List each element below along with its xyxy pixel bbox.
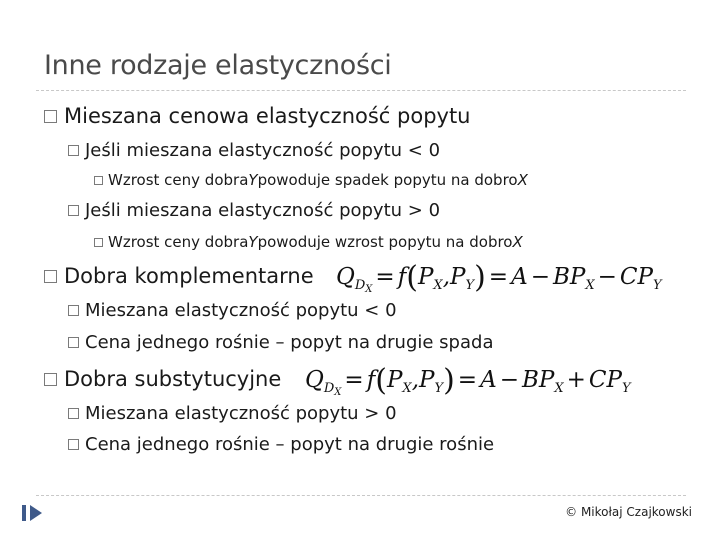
bullet-box-icon xyxy=(44,373,57,386)
copyright-footer: © Mikołaj Czajkowski xyxy=(565,505,692,519)
title-divider xyxy=(36,90,686,91)
heading-substitutes: Dobra substytucyjne xyxy=(64,367,282,391)
bullet-complements-elasticity xyxy=(68,300,397,321)
bullet-box-icon xyxy=(68,205,79,216)
variable-x: X xyxy=(517,171,528,189)
slide-title: Inne rodzaje elastyczności xyxy=(44,50,392,81)
bullet-case-positive xyxy=(68,200,440,221)
formula-substitutes: $Q_{D_X} = f(P_X,P_Y) = A - BP_X + CP_Y$ xyxy=(305,363,631,398)
bullet-case-positive-detail xyxy=(94,233,523,251)
bullet-box-icon xyxy=(68,439,79,450)
bullet-box-icon xyxy=(68,145,79,156)
substitutes-point-1: Mieszana elastyczność popytu > 0 xyxy=(85,403,397,424)
bullet-box-icon xyxy=(68,408,79,419)
bullet-complements-price xyxy=(68,332,493,353)
substitutes-point-2: Cena jednego rośnie – popyt na drugie rośnie xyxy=(85,434,495,455)
case-positive-text: Jeśli mieszana elastyczność popytu > 0 xyxy=(85,200,441,221)
bullet-substitutes-elasticity xyxy=(68,403,397,424)
formula-complements: $Q_{D_X} = f(P_X,P_Y) = A - BP_X - CP_Y$ xyxy=(336,260,662,295)
bullet-substitutes xyxy=(44,367,281,391)
bullet-mixed-elasticity xyxy=(44,104,471,128)
detail-text-mid: powoduje wzrost popytu na dobro xyxy=(257,233,513,251)
complements-point-1: Mieszana elastyczność popytu < 0 xyxy=(85,300,397,321)
complements-point-2: Cena jednego rośnie – popyt na drugie spada xyxy=(85,332,494,353)
detail-text-pre: Wzrost ceny dobra xyxy=(108,171,249,189)
bullet-box-icon xyxy=(68,337,79,348)
detail-text-pre: Wzrost ceny dobra xyxy=(108,233,249,251)
bullet-box-icon xyxy=(94,176,103,185)
bullet-box-icon xyxy=(94,238,103,247)
bullet-box-icon xyxy=(44,110,57,123)
case-negative-text: Jeśli mieszana elastyczność popytu < 0 xyxy=(85,140,441,161)
play-next-icon[interactable] xyxy=(30,505,42,521)
bullet-case-negative xyxy=(68,140,440,161)
bullet-complements xyxy=(44,264,314,288)
bullet-case-negative-detail xyxy=(94,171,528,189)
footer-divider xyxy=(36,495,686,496)
variable-x: X xyxy=(512,233,523,251)
bullet-box-icon xyxy=(44,270,57,283)
variable-y: Y xyxy=(248,171,258,189)
heading-mixed: Mieszana cenowa elastyczność popytu xyxy=(64,104,471,128)
heading-complements: Dobra komplementarne xyxy=(64,264,314,288)
detail-text-mid: powoduje spadek popytu na dobro xyxy=(257,171,518,189)
variable-y: Y xyxy=(248,233,258,251)
bullet-substitutes-price xyxy=(68,434,494,455)
bullet-box-icon xyxy=(68,305,79,316)
